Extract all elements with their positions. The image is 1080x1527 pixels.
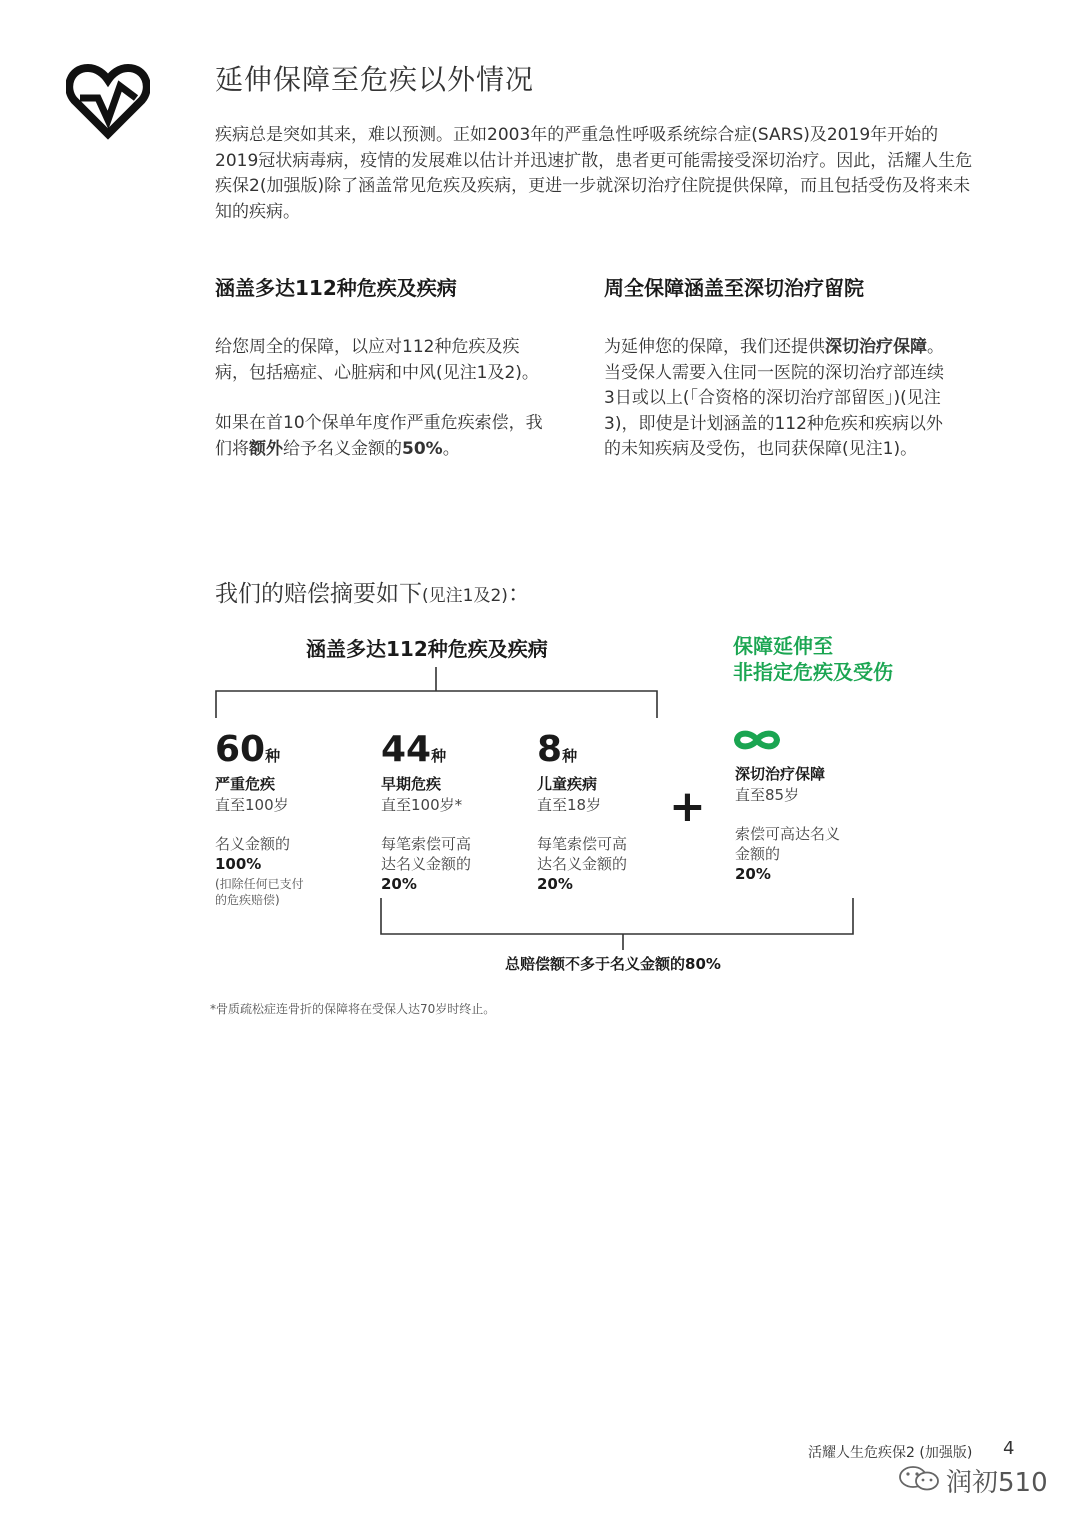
category-child: 儿童疾病 [537,775,598,793]
left-section-para2: 如果在首10个保单年度作严重危疾索偿，我们将额外给予名义金额的50%。 [215,413,543,459]
bottom-bracket [381,898,853,950]
category-early: 早期危疾 [381,775,442,793]
heart-pulse-logo-icon [66,60,150,140]
age-child: 直至18岁 [537,796,602,814]
category-icu: 深切治疗保障 [735,765,826,783]
infinity-icon [733,729,781,751]
right-section [604,272,944,463]
deduction-note: (扣除任何已支付 的危疾赔偿) [215,877,304,907]
emphasis-extra: 额外 [249,438,283,459]
category-major: 严重危疾 [215,775,276,793]
footer-product-name: 活耀人生危疾保2 (加强版) [808,1445,973,1461]
summary-note: (见注1及2) [422,586,508,606]
amount-child: 每笔索偿可高 达名义金额的 20% [537,835,628,893]
benefit-column-icu [735,764,875,884]
left-section-heading: 涵盖多达112种危疾及疾病 [215,276,457,300]
summary-heading: 我们的赔偿摘要如下(见注1及2)： [215,581,531,607]
count-early: 44种 [381,729,447,770]
age-early: 直至100岁* [381,796,463,814]
top-bracket [216,667,657,718]
count-major: 60种 [215,729,281,770]
amount-icu: 索偿可高达名义 金额的 20% [735,825,841,883]
right-section-para: 为延伸您的保障，我们还提供深切治疗保障。当受保人需要入住同一医院的深切治疗部连续3日或以上(「合资格的深切治疗部留医」)(见注3)，即使是计划涵盖的112种危疾和疾病以外的未知疾病及受伤，也同获保障(见注1)。 [604,337,944,459]
footnote: *骨质疏松症连骨折的保障将在受保人达70岁时终止。 [210,1002,496,1016]
page-title: 延伸保障至危疾以外情况 [215,63,535,96]
emphasis-icu: 深切治疗保障 [825,337,927,357]
intro-paragraph: 疾病总是突如其来，难以预测。正如2003年的严重急性呼吸系统综合症(SARS)及2019年开始的2019冠状病毒病，疫情的发展难以估计并迅速扩散，患者更可能需接受深切治疗。因此，活耀人生危疾保2(加强版)除了涵盖常见危疾及疾病，更进一步就深切治疗住院提供保障，而且包括受伤及将来未知的疾病。 [215,125,973,222]
age-major: 直至100岁 [215,796,289,814]
plus-sign: + [669,781,706,832]
emphasis-50pct: 50% [402,438,443,459]
left-section [215,272,545,462]
total-cap-label: 总赔偿额不多于名义金额的80% [505,955,721,973]
wechat-icon [898,1466,942,1492]
diagram-right-heading: 保障延伸至 非指定危疾及受伤 [733,634,893,684]
left-section-para1: 给您周全的保障，以应对112种危疾及疾病，包括癌症、心脏病和中风(见注1及2)。 [215,337,539,383]
diagram-left-heading: 涵盖多达112种危疾及疾病 [306,637,548,661]
amount-major: 名义金额的 100% [215,835,291,873]
benefit-column-major [215,729,365,908]
amount-early: 每笔索偿可高 达名义金额的 20% [381,835,472,893]
watermark-text: 润初510 [946,1468,1048,1498]
right-section-heading: 周全保障涵盖至深切治疗留院 [604,276,864,300]
benefit-column-early [381,729,521,894]
count-child: 8种 [537,729,578,770]
benefit-column-child [537,729,667,894]
age-icu: 直至85岁 [735,786,800,804]
page-number: 4 [1003,1438,1015,1459]
